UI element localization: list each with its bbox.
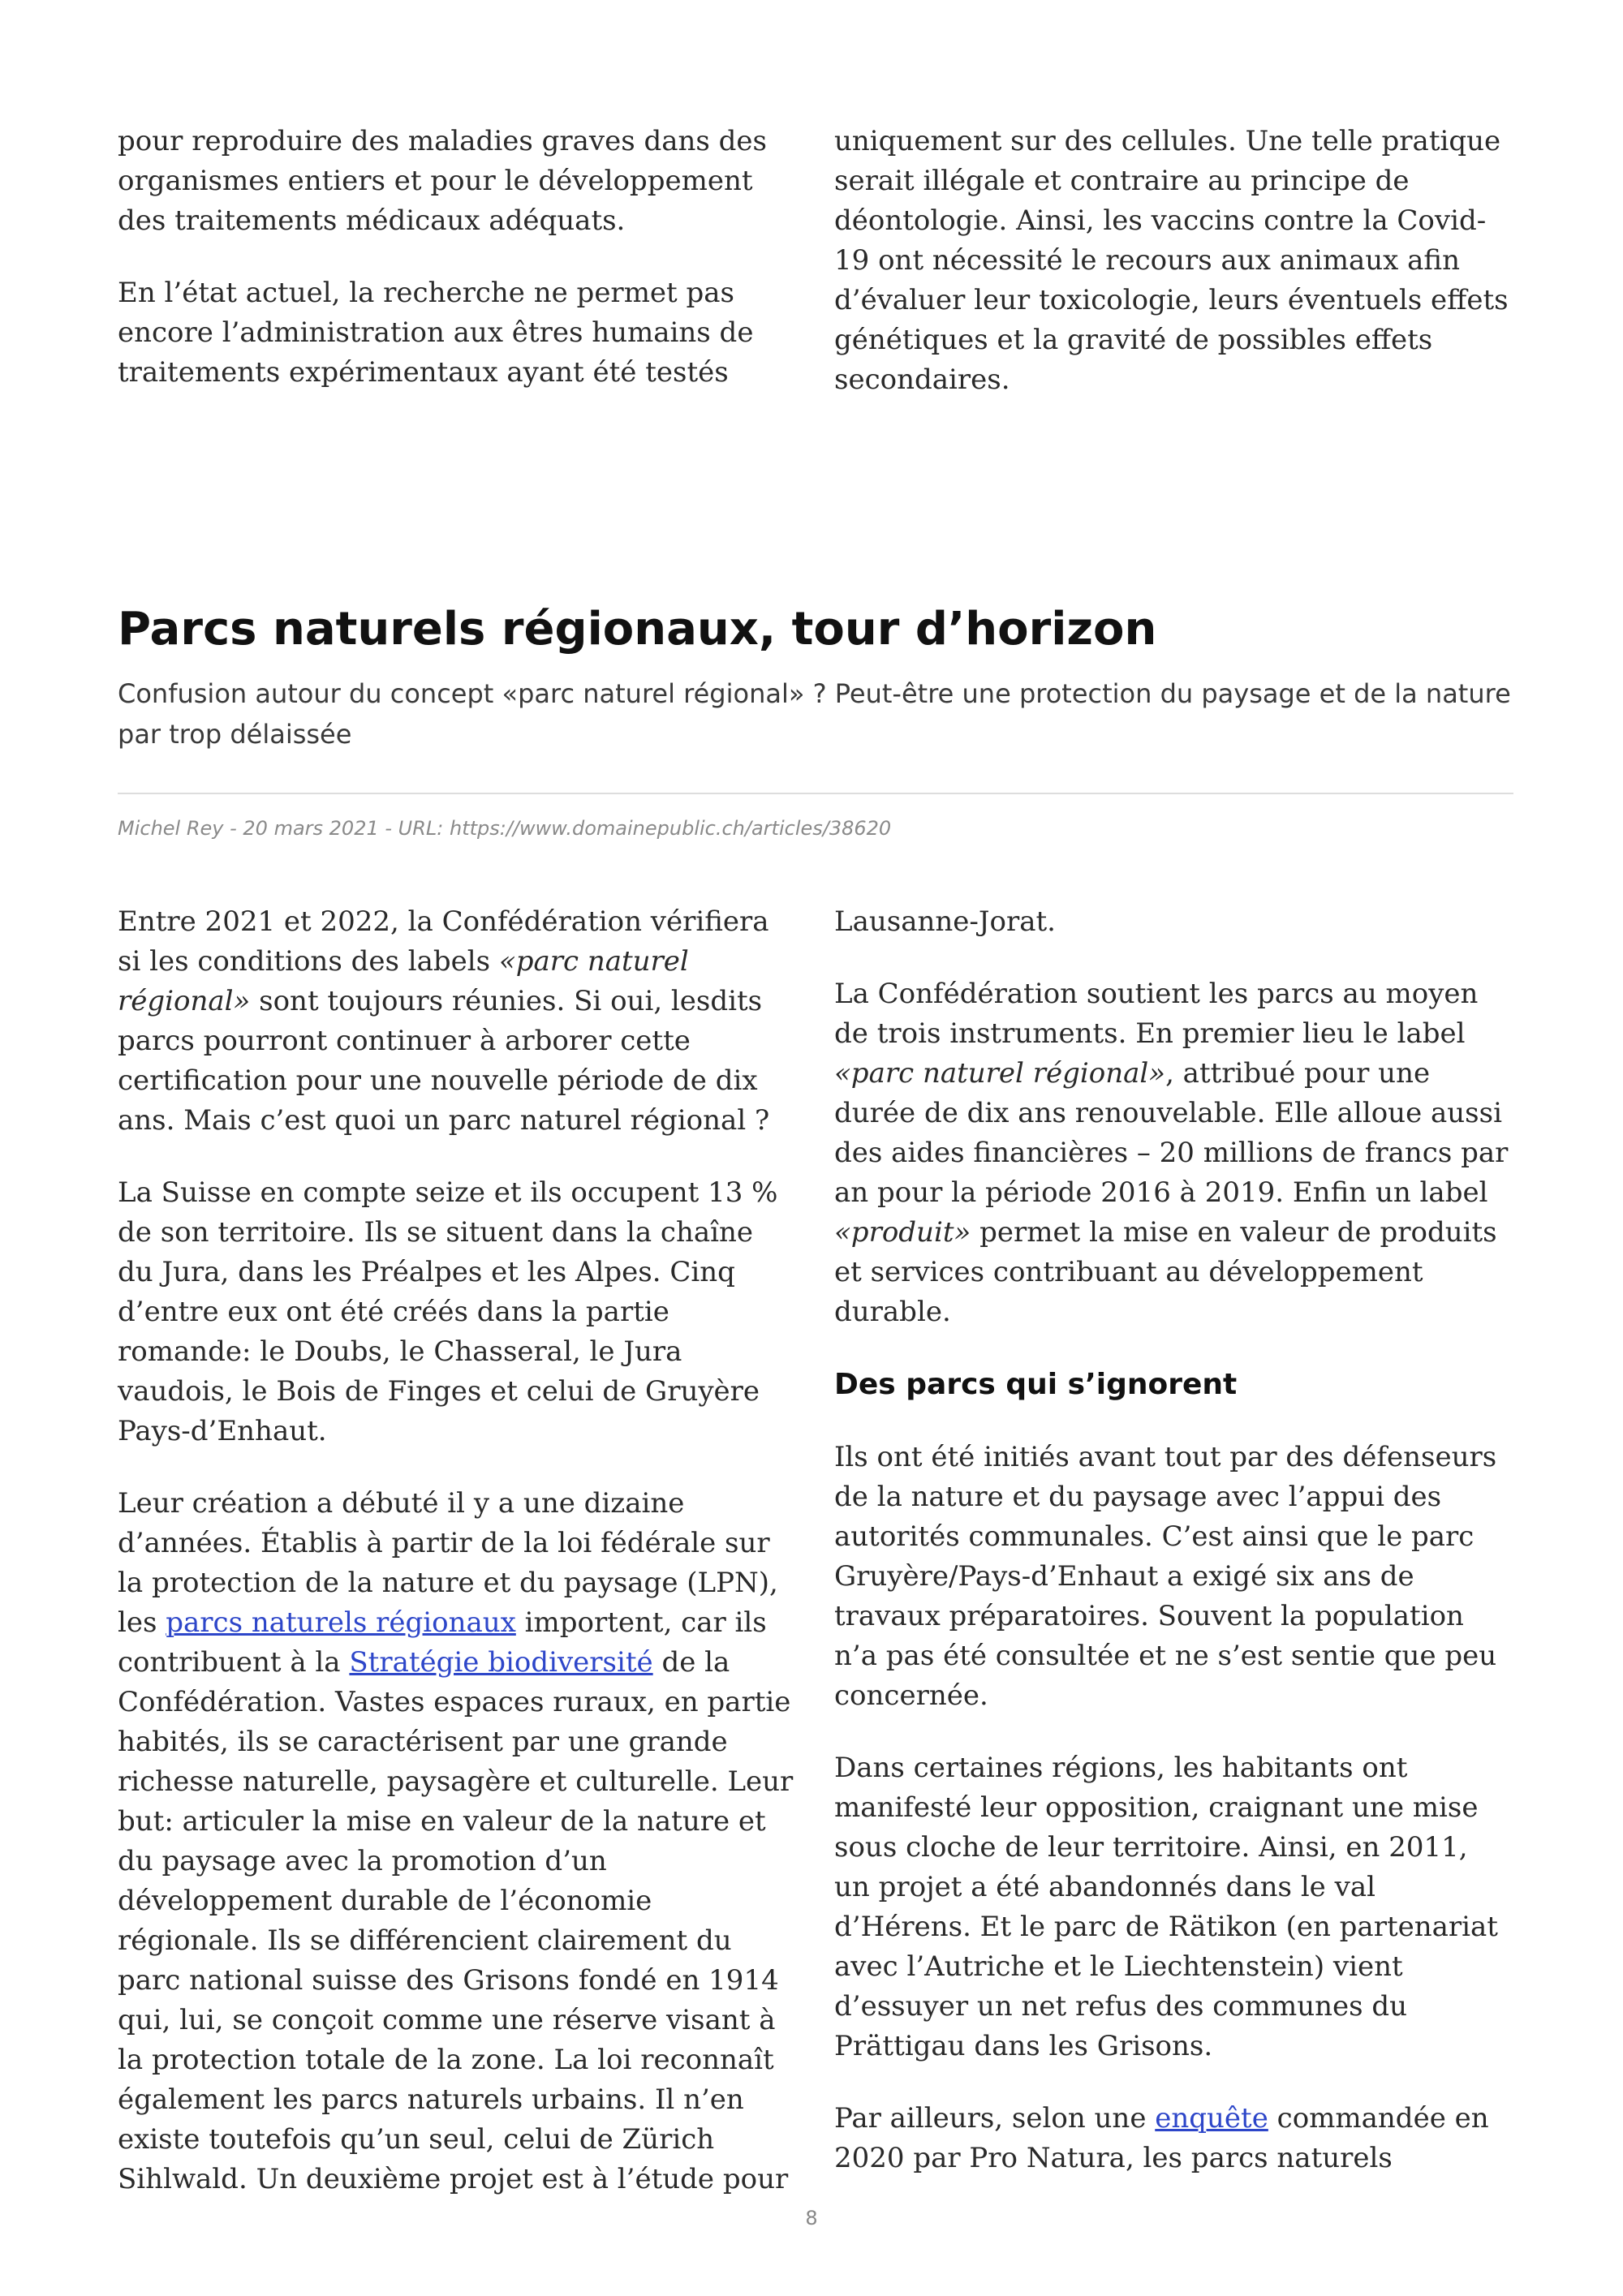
paragraph: uniquement sur des cellules. Une telle pratique serait illégale et contraire au principe de déontologie. Ainsi, les vaccins contre la Covid-19 ont nécessité le recours aux animaux afin d’évaluer leur toxicologie, leurs éventuels effets génétiques et la gravité de possibles effets secondaires.: [834, 125, 1509, 396]
text-run: Par ailleurs, selon une: [834, 2102, 1156, 2135]
text-run: de la Confédération. Vastes espaces ruraux, en partie habités, ils se caractérisent par une grande richesse naturelle, paysagère et culturelle. Leur but: articuler la mise en valeur de la nature et du paysage avec la promotion d’un développement durable de l’économie régionale. Ils se différencient clairement du parc national suisse des Grisons fondé en 1914 qui, lui, se conçoit comme une réserve visant à la protection totale de la zone. La loi reconnaît également les parcs naturels urbains. Il n’en existe toutefois qu’un seul, celui de Zürich Sihlwald. Un deuxième projet est à l’étude pour: [118, 1646, 794, 2195]
divider: [118, 793, 1513, 794]
article-title: Parcs naturels régionaux, tour d’horizon: [118, 603, 1157, 656]
paragraph: Ils ont été initiés avant tout par des défenseurs de la nature et du paysage avec l’appui des autorités communales. C’est ainsi que le parc Gruyère/Pays-d’Enhaut a exigé six ans de travaux préparatoires. Souvent la population n’a pas été consultée et ne s’est sentie que peu concernée.: [834, 1441, 1497, 1712]
emphasis: «produit»: [834, 1216, 971, 1249]
page-number: 8: [805, 2207, 818, 2229]
text-run: sont toujours réunies. Si oui, lesdits parcs pourront continuer à arborer cette certification pour une nouvelle période de dix ans. Mais c’est quoi un parc naturel régional ?: [118, 985, 770, 1137]
paragraph: pour reproduire des maladies graves dans des organismes entiers et pour le développement des traitements médicaux adéquats.: [118, 125, 767, 237]
top-left-column: [118, 122, 795, 425]
article-left-column: [118, 902, 795, 2232]
section-subheading: Des parcs qui s’ignorent: [834, 1368, 1238, 1401]
paragraph: Dans certaines régions, les habitants ont manifesté leur opposition, craignant une mise sous cloche de leur territoire. Ainsi, en 2011, un projet a été abandonnés dans le val d’Hérens. Et le parc de Rätikon (en partenariat avec l’Autriche et le Liechtenstein) vient d’essuyer un net refus des communes du Prättigau dans les Grisons.: [834, 1752, 1498, 2062]
article-subtitle: Confusion autour du concept «parc naturel régional» ? Peut-être une protection du paysage et de la nature par trop délaissée: [118, 678, 1511, 750]
article-right-column: [834, 902, 1512, 2211]
link-enquete[interactable]: enquête: [1155, 2102, 1268, 2135]
paragraph: La Suisse en compte seize et ils occupent 13 % de son territoire. Ils se situent dans la chaîne du Jura, dans les Préalpes et les Alpes. Cinq d’entre eux ont été créés dans la partie romande: le Doubs, le Chasseral, le Jura vaudois, le Bois de Finges et celui de Gruyère Pays-d’Enhaut.: [118, 1176, 778, 1447]
text-run: , attribué pour une durée de dix ans renouvelable. Elle alloue aussi des aides financières – 20 millions de francs par an pour la période 2016 à 2019. Enfin un label: [834, 1057, 1509, 1209]
paragraph: [834, 2099, 1512, 2178]
text-run: commandée en 2020 par Pro Natura, les parcs naturels: [834, 2102, 1489, 2174]
link-parcs-naturels-regionaux[interactable]: parcs naturels régionaux: [166, 1606, 516, 1639]
paragraph: Lausanne-Jorat.: [834, 905, 1056, 938]
paragraph: [834, 974, 1512, 1332]
emphasis: «parc naturel régional»: [118, 945, 689, 1017]
paragraph: [118, 1484, 795, 2199]
paragraph: En l’état actuel, la recherche ne permet pas encore l’administration aux êtres humains de traitements expérimentaux ayant été testés: [118, 277, 754, 389]
article-meta: Michel Rey - 20 mars 2021 - URL: https://www.domainepublic.ch/articles/38620: [118, 817, 892, 840]
link-strategie-biodiversite[interactable]: Stratégie biodiversité: [349, 1646, 653, 1679]
paragraph: [118, 902, 795, 1141]
emphasis: «parc naturel régional»: [834, 1057, 1166, 1090]
text-run: Entre 2021 et 2022, la Confédération vérifiera si les conditions des labels: [118, 905, 769, 978]
text-run: importent, car ils contribuent à la: [118, 1606, 767, 1679]
text-run: permet la mise en valeur de produits et services contribuant au développement durable.: [834, 1216, 1497, 1328]
top-right-column: [834, 122, 1512, 432]
text-run: La Confédération soutient les parcs au moyen de trois instruments. En premier lieu le label: [834, 978, 1479, 1050]
text-run: Leur création a débuté il y a une dizaine d’années. Établis à partir de la loi fédérale sur la protection de la nature et du paysage (LPN), les: [118, 1487, 778, 1639]
